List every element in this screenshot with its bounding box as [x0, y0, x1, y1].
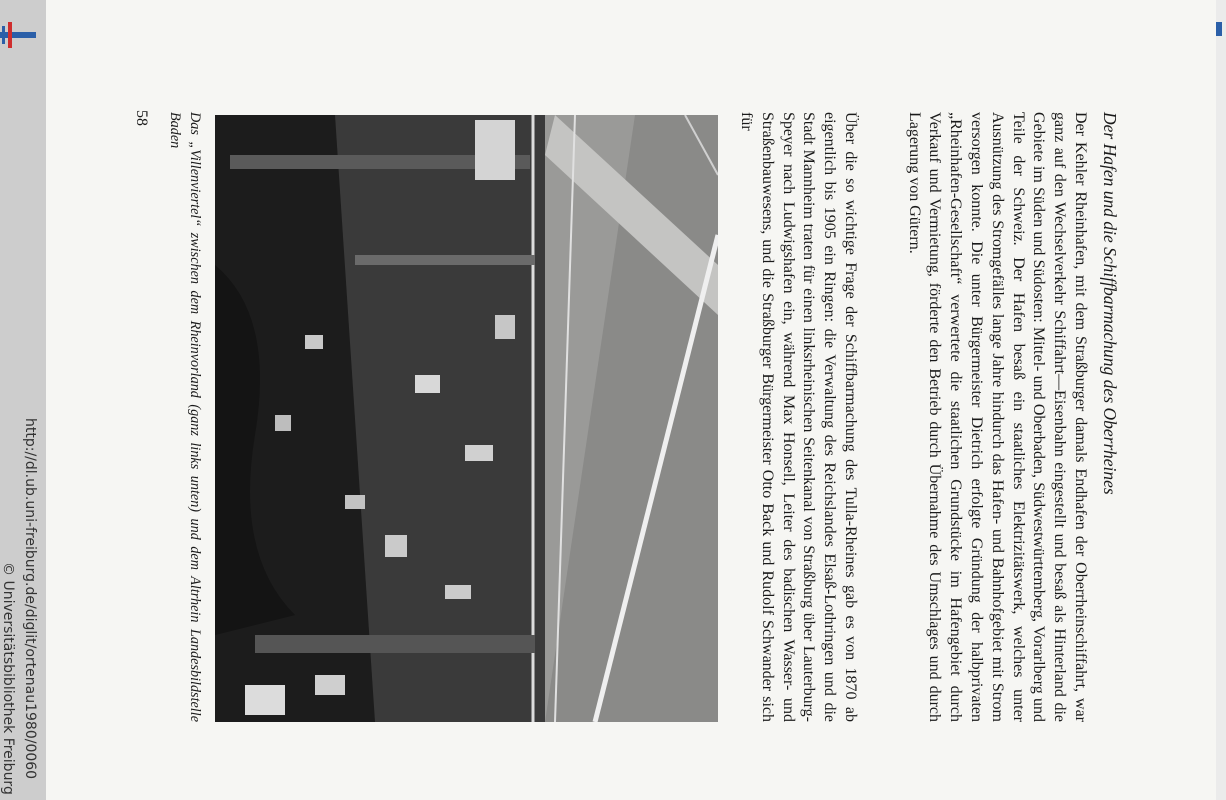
- figure-caption: Das „Villenviertel“ zwischen dem Rheinvorland (ganz links unten) und dem Altrhein Landesbildstelle Baden: [167, 112, 203, 722]
- copyright-notice: © Universitätsbibliothek Freiburg: [0, 562, 16, 795]
- page-corner-mark: [1216, 22, 1222, 36]
- page-number: 58: [133, 110, 150, 126]
- aerial-photo: [215, 115, 718, 722]
- source-url[interactable]: http://dl.ub.uni-freiburg.de/diglit/ortenau1980/0060: [22, 418, 38, 780]
- paragraph-2: Über die so wichtige Frage der Schiffbarmachung des Tulla-Rheines gab es von 1870 ab eigentlich bis 1905 ein Ringen: die Verwaltung des Reichslandes Elsaß-Lothringen und die Stadt Mannheim traten für einen linksrheinischen Seitenkanal von Straßburg über Lauterburg-Speyer nach Ludwigshafen ein, während Max Honsell, Leiter des badischen Wasser- und Straßenbauwesens, und die Straßburger Bürgermeister Otto Back und Rudolf Schwander sich für: [738, 112, 859, 722]
- page-edge: [1216, 0, 1226, 800]
- paragraph-1: Der Kehler Rheinhafen, mit dem Straßburger damals Endhafen der Oberrheinschiffahrt, war ganz auf den Wechselverkehr Schiffahrt—Eisenbahn eingestellt und besaß als Hinterland die Gebiete im Süden und Südosten: Mittel- und Oberbaden, Südwestwürttemberg, Vorarlberg und Teile der Schweiz. Der Hafen besaß ein staatliches Elektrizitätswerk, welches unter Ausnützung des Stromgefälles lange Jahre hindurch das Hafen- und Bahnhofgebiet mit Strom versorgen konnte. Die unter Bürgermeister Dietrich erfolgte Gründung der halbprivaten „Rheinhafen-Gesellschaft“ verwertete die staatlichen Grundstücke im Hafengebiet durch Verkauf und Vermietung, förderte den Betrieb durch Übernahme des Umschlages und durch Lagerung von Gütern.: [905, 112, 1089, 722]
- viewer-logo-mark: [0, 22, 36, 48]
- section-heading: Der Hafen und die Schiffbarmachung des Oberrheines: [1100, 112, 1120, 495]
